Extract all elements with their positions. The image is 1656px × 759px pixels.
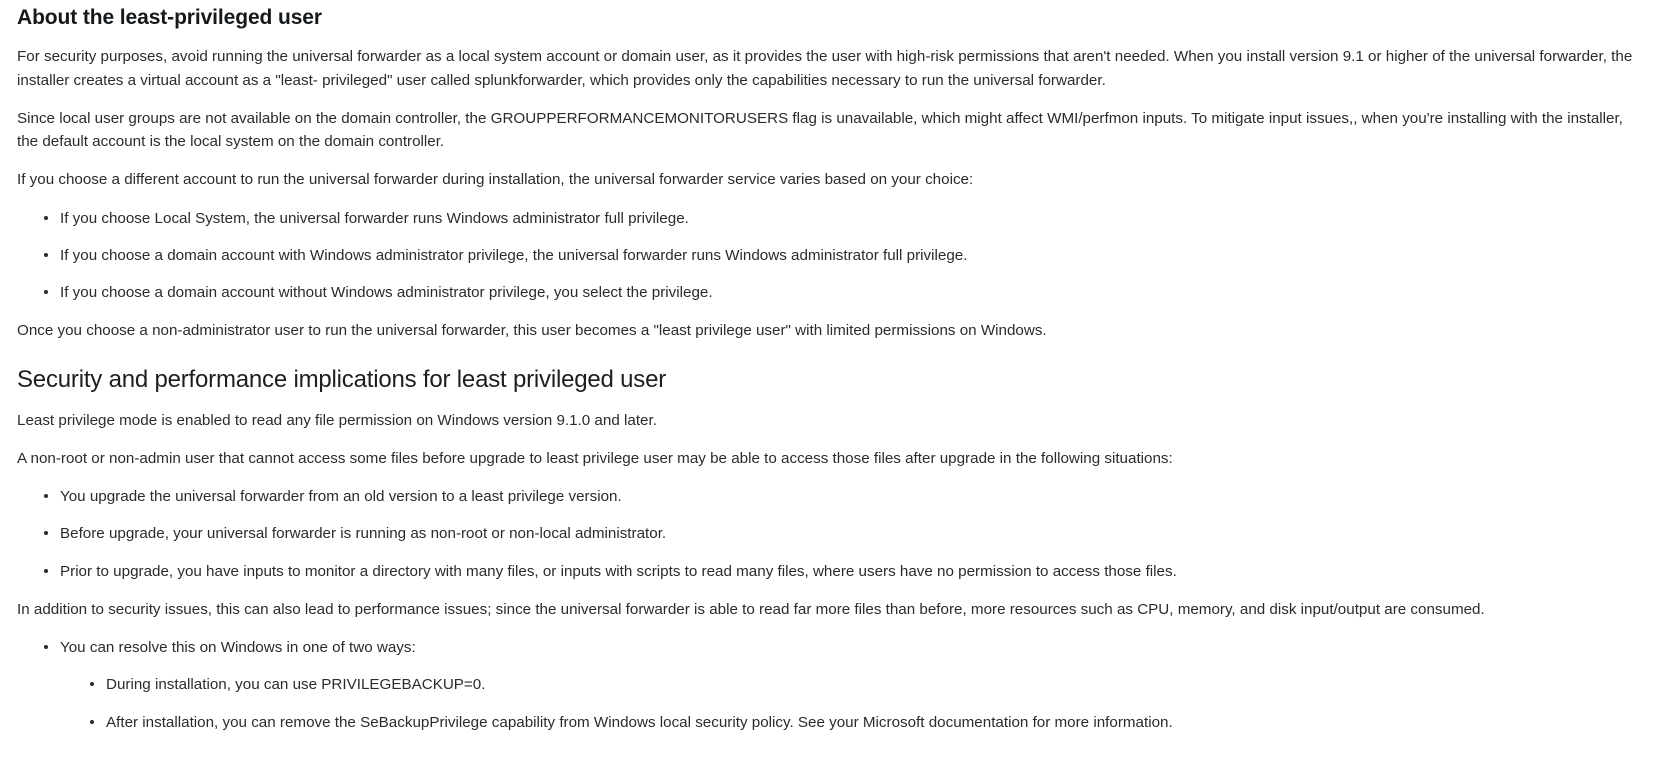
list-item [44,636,1639,734]
intro-paragraph-1: For security purposes, avoid running the universal forwarder as a local system account or domain user, as it provides the user with high-risk permissions that aren't needed. When you install version 9.1 or higher of the universal forwarder, the installer creates a virtual account as a "least- privileged" user called splunkforwarder, which provides only the capabilities necessary to run the universal forwarder. [17,48,1633,89]
section-heading-security-performance: Security and performance implications for least privileged user [17,365,667,393]
list-item: Before upgrade, your universal forwarder is running as non-root or non-local administrator. [44,522,1639,545]
service-choice-list [17,207,1639,305]
post-choice-paragraph: Once you choose a non-administrator user to run the universal forwarder, this user becomes a "least privilege user" with limited permissions on Windows. [17,322,1047,340]
resolution-parent-text: You can resolve this on Windows in one of two ways: [60,639,416,657]
documentation-article [0,5,1656,734]
resolution-sublist [60,673,1639,734]
list-item: During installation, you can use PRIVILEGEBACKUP=0. [90,673,1639,696]
section-paragraph-1: Least privilege mode is enabled to read any file permission on Windows version 9.1.0 and later. [17,411,657,429]
list-item: Prior to upgrade, you have inputs to monitor a directory with many files, or inputs with scripts to read many files, where users have no permission to access those files. [44,560,1639,583]
situations-list [17,485,1639,583]
performance-paragraph: In addition to security issues, this can also lead to performance issues; since the universal forwarder is able to read far more files than before, more resources such as CPU, memory, and disk input/output are consumed. [17,600,1485,618]
intro-paragraph-3: If you choose a different account to run the universal forwarder during installation, the universal forwarder service varies based on your choice: [17,171,974,189]
page-title: About the least-privileged user [17,6,322,29]
resolution-list [17,636,1639,734]
list-item: If you choose Local System, the universal forwarder runs Windows administrator full privilege. [44,207,1639,230]
list-item: If you choose a domain account without Windows administrator privilege, you select the privilege. [44,281,1639,304]
intro-paragraph-2: Since local user groups are not available on the domain controller, the GROUPPERFORMANCEMONITORUSERS flag is unavailable, which might affect WMI/perfmon inputs. To mitigate input issues,, when you're installing with the installer, the default account is the local system on the domain controller. [17,109,1623,150]
section-paragraph-2: A non-root or non-admin user that cannot access some files before upgrade to least privilege user may be able to access those files after upgrade in the following situations: [17,449,1173,467]
list-item: After installation, you can remove the SeBackupPrivilege capability from Windows local security policy. See your Microsoft documentation for more information. [90,711,1639,734]
list-item: You upgrade the universal forwarder from an old version to a least privilege version. [44,485,1639,508]
list-item: If you choose a domain account with Windows administrator privilege, the universal forwarder runs Windows administrator full privilege. [44,244,1639,267]
